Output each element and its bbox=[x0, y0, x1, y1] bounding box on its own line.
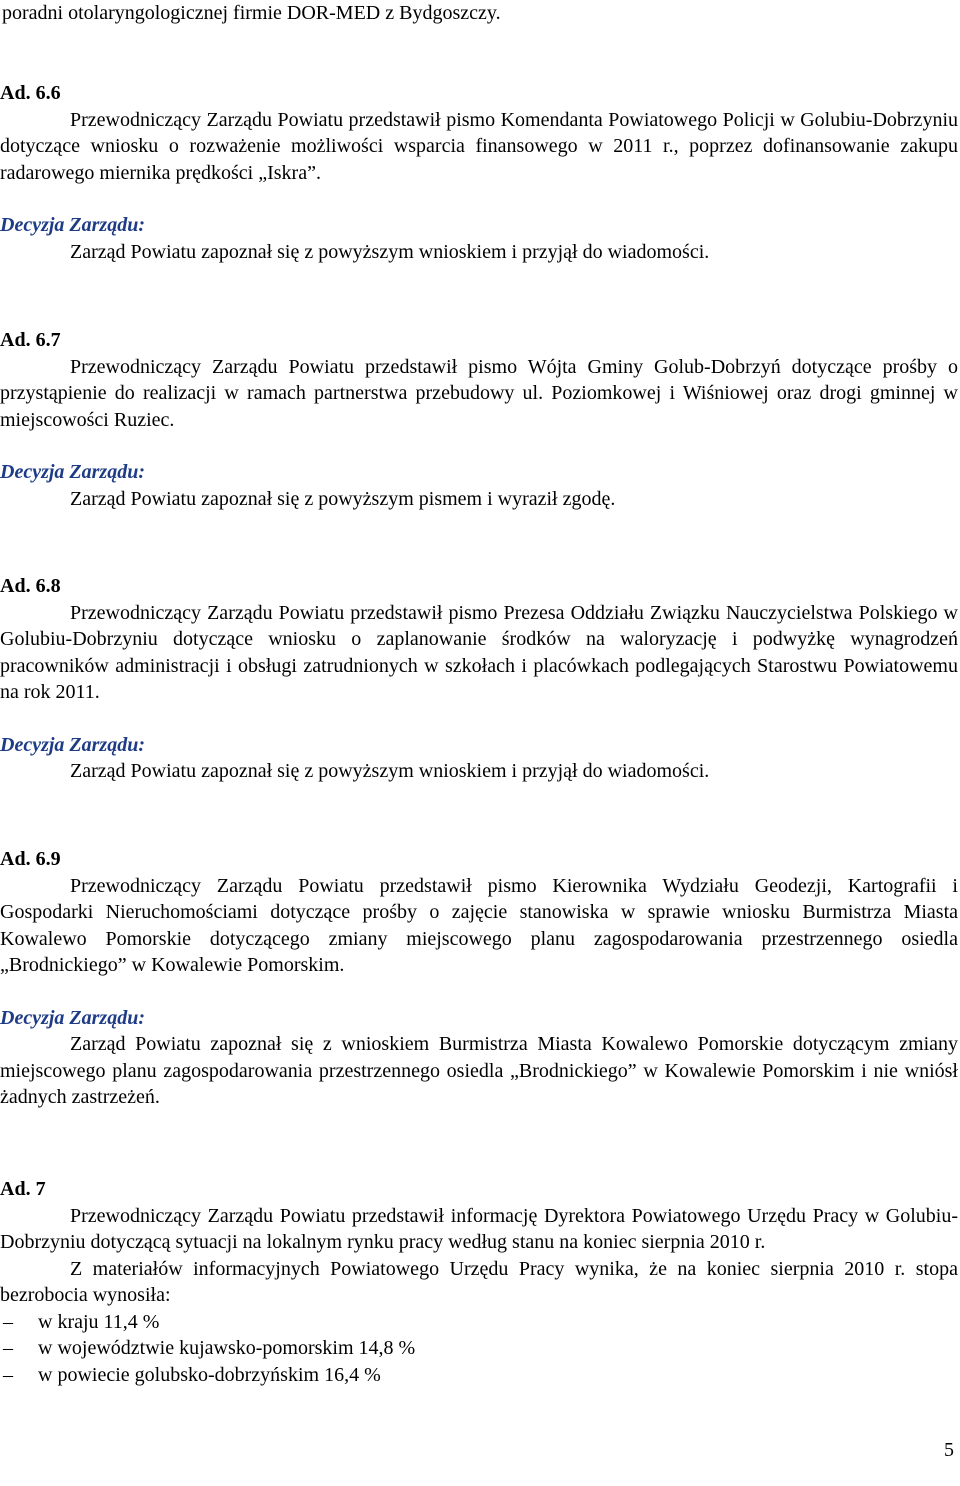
decision-label: Decyzja Zarządu: bbox=[0, 461, 145, 483]
unemployment-list bbox=[0, 1309, 958, 1389]
decision-text: Zarząd Powiatu zapoznał się z wnioskiem Burmistrza Miasta Kowalewo Pomorskie dotyczącym zmiany miejscowego planu zagospodarowania przestrzennego osiedla „Brodnickiego” w Kowalewie Pomorskim i nie wniósł żadnych zastrzeżeń. bbox=[0, 1033, 958, 1108]
decision-text: Zarząd Powiatu zapoznał się z powyższym wnioskiem i przyjął do wiadomości. bbox=[70, 760, 710, 782]
section-heading: Ad. 6.8 bbox=[0, 575, 61, 597]
section-heading: Ad. 6.6 bbox=[0, 82, 61, 104]
decision-label: Decyzja Zarządu: bbox=[0, 733, 145, 756]
section-heading: Ad. 6.7 bbox=[0, 329, 61, 351]
section-paragraph-2: Z materiałów informacyjnych Powiatowego Urzędu Pracy wynika, że na koniec sierpnia 2010 r. stopa bezrobocia wynosiła: bbox=[0, 1257, 958, 1306]
section-heading: Ad. 6.9 bbox=[0, 848, 61, 870]
list-item-text: w powiecie golubsko-dobrzyńskim 16,4 % bbox=[38, 1363, 381, 1386]
decision-label: Decyzja Zarządu: bbox=[0, 1006, 145, 1029]
section-paragraph: Przewodniczący Zarządu Powiatu przedstawił pismo Kierownika Wydziału Geodezji, Kartografii i Gospodarki Nieruchomościami dotyczące prośby o zajęcie stanowiska w sprawie wniosku Burmistrza Miasta Kowalewo Pomorskie dotyczącego zmiany miejscowego planu zagospodarowania przestrzennego osiedla „Brodnickiego” w Kowalewie Pomorskim. bbox=[0, 874, 958, 976]
section-paragraph: Przewodniczący Zarządu Powiatu przedstawił pismo Komendanta Powiatowego Policji w Golubiu-Dobrzyniu dotyczące wniosku o rozważenie możliwości wsparcia finansowego w 2011 r., poprzez dofinansowanie zakupu radarowego miernika prędkości „Iskra”. bbox=[0, 108, 958, 184]
decision-text: Zarząd Powiatu zapoznał się z powyższym pismem i wyraził zgodę. bbox=[70, 487, 616, 510]
section-ad-6-7 bbox=[0, 327, 958, 512]
section-ad-6-6 bbox=[0, 80, 958, 265]
dash-bullet: – bbox=[3, 1310, 13, 1333]
intro-line: poradni otolaryngologicznej firmie DOR-MED z Bydgoszczy. bbox=[2, 2, 501, 24]
list-item-text: w województwie kujawsko-pomorskim 14,8 % bbox=[38, 1337, 416, 1359]
list-item bbox=[0, 1309, 958, 1336]
list-item-text: w kraju 11,4 % bbox=[38, 1310, 160, 1333]
section-paragraph: Przewodniczący Zarządu Powiatu przedstawił informację Dyrektora Powiatowego Urzędu Pracy w Golubiu-Dobrzyniu dotyczącą sytuacji na lokalnym rynku pracy według stanu na koniec sierpnia 2010 r. bbox=[0, 1204, 958, 1253]
section-paragraph: Przewodniczący Zarządu Powiatu przedstawił pismo Prezesa Oddziału Związku Nauczycielstwa Polskiego w Golubiu-Dobrzyniu dotyczące wniosku o zaplanowanie środków na waloryzację i podwyżkę wynagrodzeń pracowników administracji i obsługi zatrudnionych w szkołach i placówkach podlegających Starostwu Powiatowemu na rok 2011. bbox=[0, 601, 958, 703]
dash-bullet: – bbox=[3, 1363, 13, 1386]
section-ad-7 bbox=[0, 1176, 958, 1388]
list-item bbox=[0, 1335, 958, 1362]
section-ad-6-8 bbox=[0, 573, 958, 785]
dash-bullet: – bbox=[3, 1337, 13, 1359]
decision-label: Decyzja Zarządu: bbox=[0, 214, 145, 236]
page-number: 5 bbox=[944, 1439, 954, 1461]
decision-text: Zarząd Powiatu zapoznał się z powyższym wnioskiem i przyjął do wiadomości. bbox=[70, 240, 710, 263]
list-item bbox=[0, 1362, 958, 1389]
section-heading: Ad. 7 bbox=[0, 1178, 46, 1200]
section-paragraph: Przewodniczący Zarządu Powiatu przedstawił pismo Wójta Gminy Golub-Dobrzyń dotyczące prośby o przystąpienie do realizacji w ramach partnerstwa przebudowy ul. Poziomkowej i Wiśniowej oraz drogi gminnej w miejscowości Ruziec. bbox=[0, 355, 958, 431]
section-ad-6-9 bbox=[0, 846, 958, 1111]
